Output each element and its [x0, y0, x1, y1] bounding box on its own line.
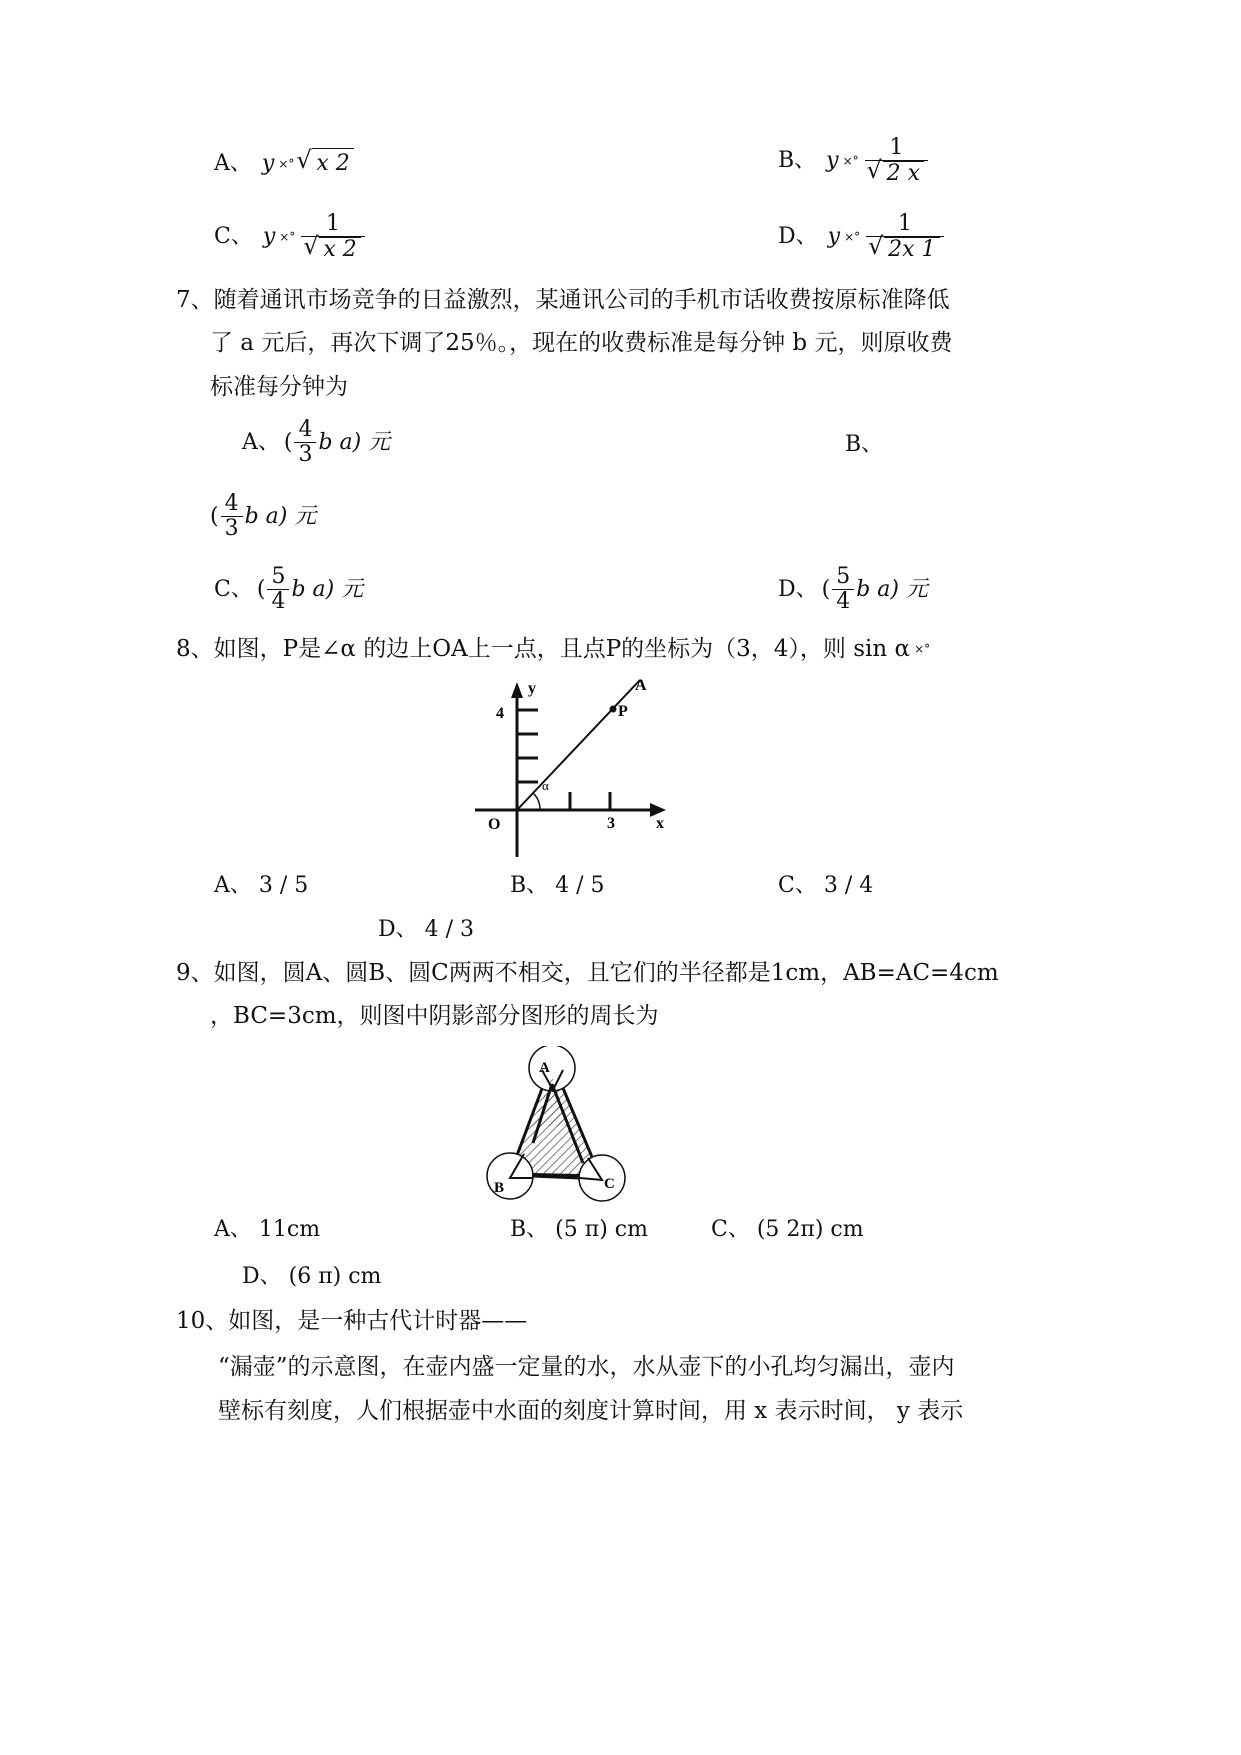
fig-label-a: A	[635, 677, 647, 694]
q6-option-d[interactable]	[778, 212, 946, 262]
q7-option-c[interactable]	[214, 565, 363, 614]
q8-option-c[interactable]: C、 3 / 4	[778, 873, 874, 898]
q7-line-1: 7、随着通讯市场竞争的日益激烈，某通讯公司的手机市话收费按原标准降低	[176, 287, 950, 313]
numerator: 1	[897, 211, 912, 236]
q8-option-b[interactable]: B、 4 / 5	[510, 873, 605, 898]
option-label: D、	[778, 224, 818, 249]
q8-option-d[interactable]: D、 4 / 3	[378, 917, 475, 942]
fig-label-c: C	[604, 1176, 615, 1192]
radicand: 2 x	[883, 161, 924, 186]
denominator: 4	[832, 589, 854, 614]
q8-option-a[interactable]: A、 3 / 5	[214, 873, 309, 898]
denominator: 4	[267, 589, 289, 614]
var-y: y	[827, 224, 841, 249]
numerator: 5	[836, 564, 851, 589]
expression: b a) 元	[318, 429, 391, 455]
numerator: 4	[224, 491, 239, 516]
radicand: 2x 1	[884, 237, 939, 262]
q9-option-a[interactable]: A、 11cm	[214, 1217, 321, 1242]
paren: (	[256, 576, 266, 602]
q6-option-c[interactable]	[214, 212, 367, 262]
q8-line-1	[176, 634, 934, 664]
radicand: x 2	[312, 148, 353, 179]
q7-line-3: 标准每分钟为	[210, 374, 348, 400]
denominator	[865, 160, 928, 186]
paren: (	[283, 429, 293, 455]
var-y: y	[261, 150, 275, 176]
q10-line-2: “漏壶”的示意图，在壶内盛一定量的水，水从壶下的小孔均匀漏出，壶内	[218, 1354, 955, 1380]
q9-line-1: 9、如图，圆A、圆B、圆C两两不相交，且它们的半径都是1cm，AB=AC=4cm	[176, 960, 999, 986]
fig-label-y: y	[528, 680, 536, 697]
fig-label-alpha: α	[542, 778, 549, 793]
q7-option-b-label[interactable]	[845, 430, 883, 460]
var-y: y	[826, 148, 839, 173]
q8-figure	[470, 672, 680, 862]
denominator	[301, 236, 364, 262]
numerator: 1	[326, 211, 341, 236]
q10-line-1: 10、如图，是一种古代计时器——	[176, 1308, 528, 1334]
fraction	[865, 136, 928, 186]
option-label: B、	[778, 148, 817, 173]
q9-option-d[interactable]: D、 (6 π) cm	[242, 1264, 382, 1289]
fig-label-x: x	[656, 815, 664, 832]
expression: b a) 元	[856, 576, 929, 602]
fig-label-a: A	[539, 1060, 550, 1076]
q9-line-2: ，BC=3cm，则图中阴影部分图形的周长为	[210, 1003, 659, 1029]
expression: b a) 元	[291, 576, 364, 602]
option-label: B、	[845, 432, 884, 457]
paren: (	[821, 576, 831, 602]
option-label: C、	[214, 576, 253, 602]
denominator: 3	[221, 516, 243, 541]
fig-label-4: 4	[496, 705, 504, 722]
option-label: C、	[214, 224, 253, 249]
q6-option-a[interactable]	[214, 148, 354, 179]
garbled-symbol: ×°	[842, 154, 859, 168]
garbled-symbol: ×°	[279, 230, 296, 244]
paren: (	[210, 503, 219, 529]
option-label: D、	[778, 576, 818, 602]
garbled-symbol: ×°	[278, 156, 295, 171]
radical	[298, 148, 353, 179]
fraction	[267, 565, 289, 614]
q7-line-2: 了 a 元后，再次下调了25％。，现在的收费标准是每分钟 b 元，则原收费	[210, 330, 953, 356]
fraction	[294, 418, 316, 467]
fig-label-p: P	[618, 703, 628, 720]
q7-option-a[interactable]	[242, 418, 390, 467]
q7-option-d[interactable]	[778, 565, 928, 614]
option-label: A、	[242, 429, 280, 455]
q9-option-b[interactable]: B、 (5 π) cm	[510, 1217, 648, 1242]
expression: b a) 元	[244, 503, 317, 529]
fraction	[866, 212, 943, 262]
q9-figure	[484, 1046, 634, 1206]
denominator	[866, 236, 943, 262]
q6-option-b[interactable]	[778, 136, 930, 186]
q9-option-c[interactable]: C、 (5 2π) cm	[711, 1217, 864, 1242]
radicand: x 2	[319, 237, 360, 262]
fig-label-b: B	[494, 1180, 505, 1196]
fig-label-3: 3	[607, 815, 615, 832]
fig-label-o: O	[488, 816, 501, 833]
q10-line-3: 壁标有刻度，人们根据壶中水面的刻度计算时间，用 x 表示时间， y 表示	[218, 1398, 964, 1424]
numerator: 4	[298, 417, 313, 442]
garbled-symbol: ×°	[914, 642, 931, 656]
option-label: A、	[214, 150, 252, 176]
q8-text: 8、如图，P是∠α 的边上OA上一点，且点P的坐标为（3，4），则 sin α	[176, 636, 911, 662]
var-y: y	[262, 224, 276, 249]
q7-option-b[interactable]	[210, 492, 316, 541]
garbled-symbol: ×°	[844, 230, 861, 244]
denominator: 3	[294, 442, 316, 467]
fraction	[832, 565, 854, 614]
numerator: 1	[889, 135, 904, 160]
numerator: 5	[271, 564, 286, 589]
fraction	[221, 492, 243, 541]
fraction	[301, 212, 364, 262]
